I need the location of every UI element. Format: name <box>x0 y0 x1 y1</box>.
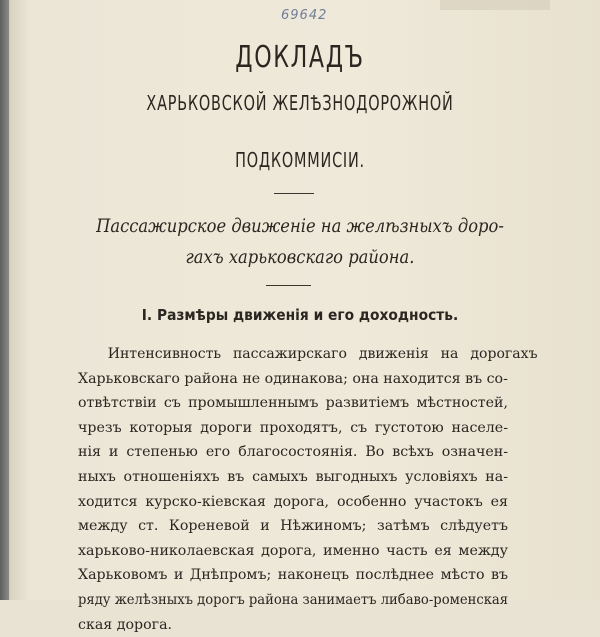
paragraph-line: ская дорога. <box>78 616 173 633</box>
document-title: ДОКЛАДЪ <box>235 40 365 75</box>
library-stamp-number: 69642 <box>281 8 328 23</box>
topic-divider <box>266 285 311 286</box>
title-divider <box>274 193 314 194</box>
page-binding-edge <box>0 0 9 600</box>
topic-line-2: гахъ харьковскаго района. <box>185 246 415 268</box>
section-heading: I. Размѣры движенія и его доходность. <box>141 306 459 324</box>
paragraph-line: харьково-николаевская дорога, именно часть ея между <box>78 542 508 559</box>
document-subtitle-line-1: ХАРЬКОВСКОЙ ЖЕЛѢЗНОДОРОЖНОЙ <box>146 91 454 115</box>
library-stamp-mark <box>440 0 550 10</box>
paragraph-line: Харьковскаго района не одинакова; она находится въ со- <box>78 370 508 387</box>
topic-line-1: Пассажирское движеніе на желѣзныхъ доро- <box>96 215 504 237</box>
paragraph-line: Интенсивность пассажирскаго движенія на дорогахъ <box>107 346 538 362</box>
paragraph-line: чрезъ которыя дороги проходятъ, съ густотою населе- <box>78 419 508 436</box>
paragraph-line: ряду желѣзныхъ дорогъ района занимаетъ либаво-роменская <box>78 591 509 608</box>
paragraph-line: ходится курско-кіевская дорога, особенно участокъ ея <box>78 493 508 510</box>
paragraph-line: нія и степенью его благосостоянія. Во всѣхъ означен- <box>78 444 508 461</box>
body-paragraph <box>78 342 538 637</box>
paragraph-line: между ст. Кореневой и Нѣжиномъ; затѣмъ слѣдуетъ <box>78 518 508 535</box>
paragraph-line: ныхъ отношеніяхъ въ самыхъ выгодныхъ условіяхъ на- <box>78 468 508 485</box>
paragraph-line: Харьковомъ и Днѣпромъ; наконецъ послѣднее мѣсто въ <box>78 567 508 584</box>
paragraph-line: отвѣтствіи съ промышленнымъ развитіемъ мѣстностей, <box>78 395 508 412</box>
document-subtitle-line-2: ПОДКОММИСІИ. <box>235 148 365 172</box>
